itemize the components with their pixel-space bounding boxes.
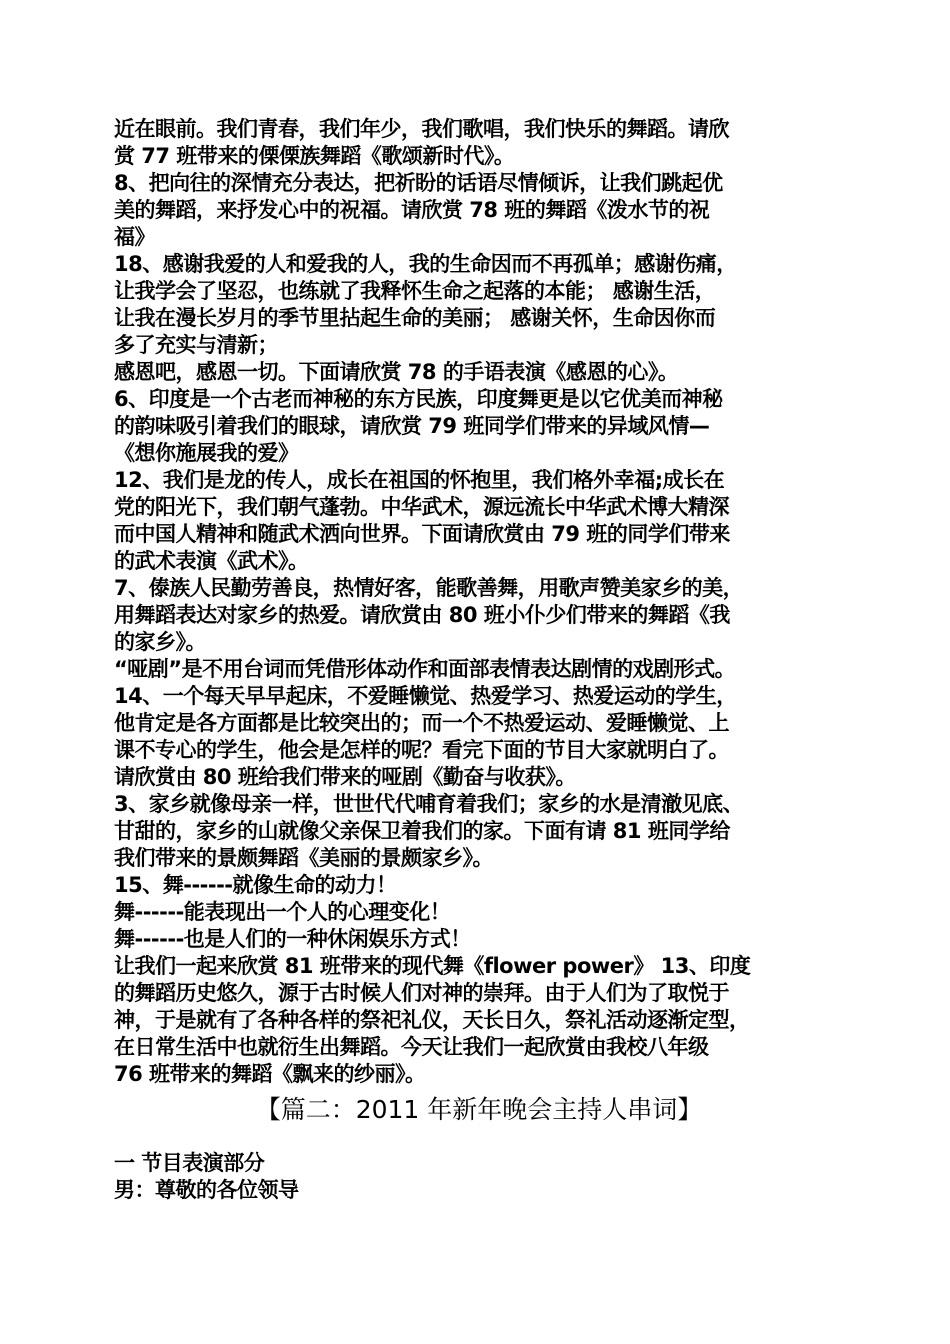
- text-line: 我们带来的景颇舞蹈《美丽的景颇家乡》。: [114, 846, 493, 870]
- text-line: 他肯定是各方面都是比较突出的；而一个不热爱运动、爱睡懒觉、上: [114, 711, 729, 735]
- text-line: 用舞蹈表达对家乡的热爱。请欣赏由 80 班小仆少们带来的舞蹈《我: [114, 603, 730, 627]
- text-line: 让我们一起来欣赏 81 班带来的现代舞《flower power》 13、印度: [114, 954, 751, 978]
- text-line: 甘甜的，家乡的山就像父亲保卫着我们的家。下面有请 81 班同学给: [114, 819, 730, 843]
- text-line: 而中国人精神和随武术洒向世界。下面请欣赏由 79 班的同学们带来: [114, 522, 730, 546]
- text-line: 课不专心的学生，他会是怎样的呢？看完下面的节目大家就明白了。: [114, 738, 729, 762]
- text-line: 请欣赏由 80 班给我们带来的哑剧《勤奋与收获》。: [114, 765, 576, 789]
- text-line: 福》: [114, 225, 155, 249]
- text-line: 感恩吧，感恩一切。下面请欣赏 78 的手语表演《感恩的心》。: [114, 360, 679, 384]
- text-line: 的韵味吸引着我们的眼球，请欣赏 79 班同学们带来的异域风情—: [114, 414, 710, 438]
- text-line: 14、一个每天早早起床，不爱睡懒觉、热爱学习、热爱运动的学生，: [114, 684, 737, 708]
- text-line: 的武术表演《武术》。: [114, 549, 309, 573]
- text-line: 18、感谢我爱的人和爱我的人，我的生命因而不再孤单；感谢伤痛，: [114, 252, 737, 276]
- text-line: 6、印度是一个古老而神秘的东方民族，印度舞更是以它优美而神秘: [114, 387, 723, 411]
- text-line: 近在眼前。我们青春，我们年少，我们歌唱，我们快乐的舞蹈。请欣: [114, 117, 729, 141]
- text-line: 8、把向往的深情充分表达，把祈盼的话语尽情倾诉，让我们跳起优: [114, 171, 723, 195]
- text-line: 让我学会了坚忍，也练就了我释怀生命之起落的本能； 感谢生活，: [114, 279, 716, 303]
- text-line: 让我在漫长岁月的季节里拈起生命的美丽； 感谢关怀，生命因你而: [114, 306, 716, 330]
- text-line: 在日常生活中也就衍生出舞蹈。今天让我们一起欣赏由我校八年级: [114, 1035, 709, 1059]
- text-line: “哑剧”是不用台词而凭借形体动作和面部表情表达剧情的戏剧形式。: [114, 657, 736, 681]
- text-line: 3、家乡就像母亲一样，世世代代哺育着我们；家乡的水是清澈见底、: [114, 792, 744, 816]
- text-line: 15、舞------就像生命的动力！: [114, 873, 397, 897]
- document-body: [114, 116, 854, 1204]
- text-line: 的家乡》。: [114, 630, 206, 654]
- subheading-line: 一 节目表演部分: [114, 1151, 265, 1175]
- text-line: 赏 77 班带来的傈傈族舞蹈《歌颂新时代》。: [114, 144, 515, 168]
- text-line: 12、我们是龙的传人，成长在祖国的怀抱里，我们格外幸福;成长在: [114, 468, 725, 492]
- text-line: 7、傣族人民勤劳善良，热情好客，能歌善舞，用歌声赞美家乡的美，: [114, 576, 744, 600]
- text-line: 舞------能表现出一个人的心理变化！: [114, 900, 451, 924]
- section-title: 【篇二：2011 年新年晚会主持人串词】: [255, 1095, 703, 1124]
- text-line: 神，于是就有了各种各样的祭祀礼仪，天长日久，祭礼活动逐渐定型，: [114, 1008, 750, 1032]
- text-line: 美的舞蹈，来抒发心中的祝福。请欣赏 78 班的舞蹈《泼水节的祝: [114, 198, 710, 222]
- text-line: 的舞蹈历史悠久，源于古时候人们对神的崇拜。由于人们为了取悦于: [114, 981, 729, 1005]
- text-line: 党的阳光下，我们朝气蓬勃。中华武术，源远流长中华武术博大精深: [114, 495, 729, 519]
- spacer: [114, 1128, 854, 1150]
- text-line: 《想你施展我的爱》: [114, 441, 299, 465]
- text-line: 男：尊敬的各位领导: [114, 1178, 299, 1202]
- text-line: 76 班带来的舞蹈《飘来的纱丽》。: [114, 1062, 426, 1086]
- text-line: 多了充实与清新；: [114, 333, 278, 357]
- text-line: 舞------也是人们的一种休闲娱乐方式！: [114, 927, 471, 951]
